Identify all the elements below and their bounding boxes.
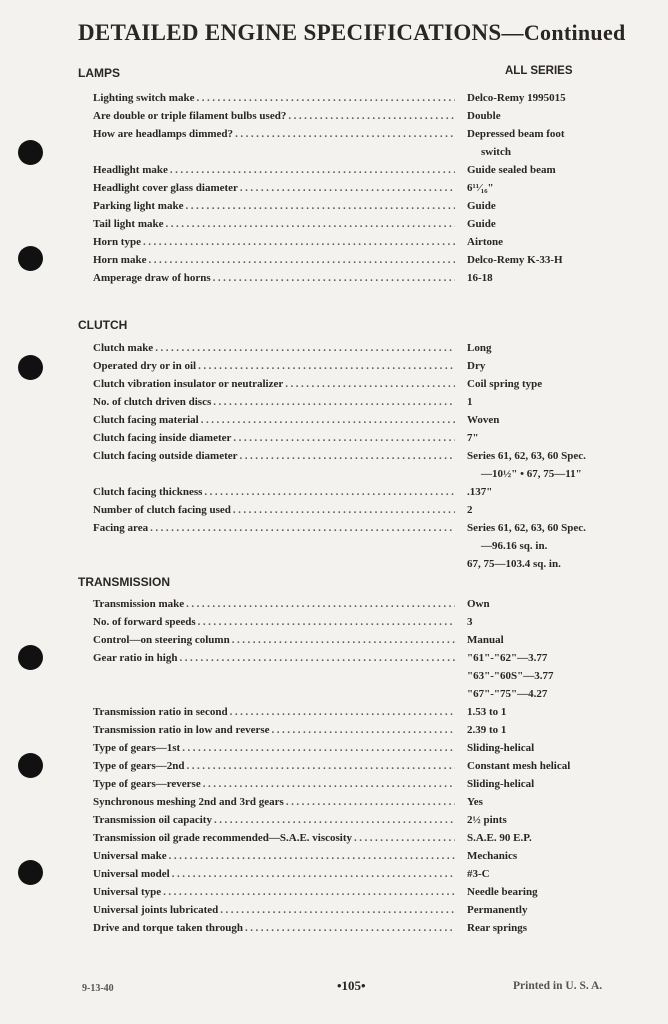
dot-leader	[199, 411, 455, 429]
spec-value-line: #3-C	[467, 868, 490, 880]
spec-value	[455, 375, 542, 393]
spec-value-line: Dry	[467, 360, 486, 372]
spec-value	[455, 429, 479, 447]
spec-label: Headlight make	[93, 164, 168, 176]
spec-label-cell	[93, 447, 455, 483]
spec-value-line: Guide sealed beam	[467, 164, 556, 176]
spec-value	[455, 197, 496, 215]
spec-row	[93, 125, 653, 161]
spec-row	[93, 649, 653, 703]
spec-label: Number of clutch facing used	[93, 504, 231, 516]
dot-leader	[231, 501, 455, 519]
punch-hole	[18, 753, 43, 778]
spec-value	[455, 721, 506, 739]
spec-value	[455, 411, 499, 429]
spec-label: Universal model	[93, 868, 170, 880]
dot-leader	[146, 251, 455, 269]
spec-value-line: 2.39 to 1	[467, 724, 507, 736]
dot-leader	[238, 447, 455, 483]
spec-value-line: Guide	[467, 218, 496, 230]
footer-date: 9-13-40	[82, 983, 114, 994]
lamps-spec-list	[93, 89, 653, 287]
spec-value-line: Sliding-helical	[467, 742, 535, 754]
spec-row	[93, 233, 653, 251]
spec-value	[455, 901, 527, 919]
section-heading-clutch: CLUTCH	[78, 318, 128, 332]
dot-leader	[286, 107, 455, 125]
spec-value	[455, 595, 490, 613]
punch-hole	[18, 246, 43, 271]
dot-leader	[167, 847, 455, 865]
title-text: DETAILED ENGINE SPECIFICATIONS	[78, 20, 502, 45]
spec-value	[455, 847, 517, 865]
spec-label: Parking light make	[93, 200, 184, 212]
spec-label: Type of gears—2nd	[93, 760, 185, 772]
clutch-spec-list	[93, 339, 653, 573]
spec-label-cell	[93, 721, 455, 739]
spec-row	[93, 501, 653, 519]
dot-leader	[177, 649, 455, 703]
spec-row	[93, 411, 653, 429]
spec-value-line: Permanently	[467, 904, 528, 916]
spec-row	[93, 721, 653, 739]
spec-row	[93, 197, 653, 215]
spec-value	[455, 357, 485, 375]
spec-value-line: 16-18	[467, 272, 493, 284]
spec-value-line: Needle bearing	[467, 886, 538, 898]
dot-leader	[202, 483, 455, 501]
dot-leader	[212, 811, 455, 829]
dot-leader	[211, 393, 455, 411]
spec-label: Type of gears—1st	[93, 742, 181, 754]
dot-leader	[243, 919, 455, 937]
spec-value-line: "67"-"75"—4.27	[467, 688, 548, 700]
spec-label: Transmission oil capacity	[93, 814, 212, 826]
spec-label: Type of gears—reverse	[93, 778, 201, 790]
spec-label-cell	[93, 125, 455, 161]
spec-row	[93, 161, 653, 179]
spec-value-line: 7"	[467, 432, 479, 444]
spec-value-line: Series 61, 62, 63, 60 Spec.	[467, 450, 586, 462]
spec-value	[455, 107, 501, 125]
spec-value-line: Series 61, 62, 63, 60 Spec.	[467, 522, 586, 534]
spec-label: Transmission ratio in second	[93, 706, 228, 718]
spec-label: Gear ratio in high	[93, 652, 178, 664]
dot-leader	[148, 519, 455, 573]
spec-label-cell	[93, 429, 455, 447]
punch-hole	[18, 355, 43, 380]
spec-label-cell	[93, 393, 455, 411]
spec-value	[455, 483, 492, 501]
spec-value-line: Airtone	[467, 236, 504, 248]
spec-row	[93, 107, 653, 125]
spec-label: Amperage draw of horns	[93, 272, 211, 284]
spec-row	[93, 339, 653, 357]
spec-label: Transmission oil grade recommended—S.A.E. viscosity	[93, 832, 353, 844]
spec-label: Clutch facing thickness	[93, 486, 203, 498]
spec-row	[93, 375, 653, 393]
dot-leader	[180, 739, 455, 757]
spec-row	[93, 215, 653, 233]
spec-value	[455, 161, 556, 179]
spec-value-line: Long	[467, 342, 492, 354]
spec-row	[93, 793, 653, 811]
spec-value	[455, 269, 493, 287]
dot-leader	[284, 793, 455, 811]
spec-value	[455, 233, 503, 251]
dot-leader	[283, 375, 455, 393]
spec-label: Facing area	[93, 522, 149, 534]
spec-label: Universal type	[93, 886, 162, 898]
spec-label-cell	[93, 269, 455, 287]
dot-leader	[218, 901, 455, 919]
spec-value-line: Yes	[467, 796, 483, 808]
spec-value	[455, 883, 538, 901]
spec-value-line: switch	[481, 146, 511, 158]
spec-value	[455, 739, 534, 757]
spec-label-cell	[93, 793, 455, 811]
title-suffix: —Continued	[501, 20, 626, 45]
spec-value	[455, 793, 483, 811]
spec-label-cell	[93, 375, 455, 393]
spec-label: Horn type	[93, 236, 141, 248]
spec-label-cell	[93, 901, 455, 919]
section-heading-lamps: LAMPS	[78, 66, 120, 80]
spec-value-line: 1	[467, 396, 473, 408]
spec-row	[93, 775, 653, 793]
spec-row	[93, 595, 653, 613]
dot-leader	[164, 215, 456, 233]
punch-hole	[18, 140, 43, 165]
spec-value	[455, 613, 473, 631]
spec-value-line: Delco-Remy K-33-H	[467, 254, 563, 266]
punch-hole	[18, 645, 43, 670]
dot-leader	[184, 595, 455, 613]
spec-label: Clutch vibration insulator or neutralizer	[93, 378, 284, 390]
spec-value-line: Depressed beam foot	[467, 128, 565, 140]
spec-label-cell	[93, 161, 455, 179]
dot-leader	[184, 757, 455, 775]
series-header: ALL SERIES	[505, 65, 573, 77]
dot-leader	[228, 703, 455, 721]
spec-label-cell	[93, 829, 455, 847]
spec-label: Clutch facing material	[93, 414, 199, 426]
spec-value-line: Woven	[467, 414, 500, 426]
spec-label-cell	[93, 89, 455, 107]
spec-row	[93, 613, 653, 631]
spec-row	[93, 357, 653, 375]
spec-label-cell	[93, 357, 455, 375]
spec-row	[93, 631, 653, 649]
spec-value	[455, 447, 586, 483]
spec-value-line: —96.16 sq. in.	[481, 540, 548, 552]
dot-leader	[201, 775, 455, 793]
dot-leader	[168, 161, 455, 179]
spec-row	[93, 703, 653, 721]
spec-row	[93, 847, 653, 865]
spec-value	[455, 89, 566, 107]
spec-value-line: Own	[467, 598, 490, 610]
spec-label-cell	[93, 501, 455, 519]
punch-hole	[18, 860, 43, 885]
footer-printed: Printed in U. S. A.	[513, 980, 603, 992]
spec-label: Operated dry or in oil	[93, 360, 197, 372]
spec-label: Synchronous meshing 2nd and 3rd gears	[93, 796, 284, 808]
transmission-spec-list	[93, 595, 653, 937]
spec-value-line: Mechanics	[467, 850, 518, 862]
spec-label: How are headlamps dimmed?	[93, 128, 234, 140]
spec-value-line: 2	[467, 504, 473, 516]
spec-row	[93, 447, 653, 483]
spec-label-cell	[93, 339, 455, 357]
spec-value	[455, 501, 473, 519]
spec-label-cell	[93, 775, 455, 793]
spec-value-line: Manual	[467, 634, 504, 646]
spec-label: Lighting switch make	[93, 92, 195, 104]
spec-label: Control—on steering column	[93, 634, 230, 646]
spec-row	[93, 519, 653, 573]
spec-label-cell	[93, 483, 455, 501]
dot-leader	[211, 269, 455, 287]
spec-label: Transmission ratio in low and reverse	[93, 724, 270, 736]
spec-value-line: Delco-Remy 1995015	[467, 92, 566, 104]
spec-value	[455, 703, 506, 721]
dot-leader	[170, 865, 455, 883]
spec-row	[93, 393, 653, 411]
spec-label-cell	[93, 847, 455, 865]
spec-value-line: Sliding-helical	[467, 778, 535, 790]
spec-row	[93, 901, 653, 919]
spec-label-cell	[93, 739, 455, 757]
spec-value-line: 6¹¹⁄₁₆"	[467, 182, 494, 194]
spec-value	[455, 631, 504, 649]
dot-leader	[141, 233, 455, 251]
spec-value-line: Guide	[467, 200, 496, 212]
spec-row	[93, 757, 653, 775]
spec-value-line: S.A.E. 90 E.P.	[467, 832, 532, 844]
spec-value	[455, 393, 473, 411]
spec-label-cell	[93, 519, 455, 573]
spec-label-cell	[93, 179, 455, 197]
page-title	[78, 20, 626, 46]
spec-value-line: "63"-"60S"—3.77	[467, 670, 554, 682]
spec-value-line: "61"-"62"—3.77	[467, 652, 548, 664]
spec-label-cell	[93, 631, 455, 649]
spec-label: Tail light make	[93, 218, 164, 230]
spec-value	[455, 179, 494, 197]
spec-value	[455, 649, 553, 703]
spec-label: Horn make	[93, 254, 147, 266]
spec-row	[93, 919, 653, 937]
spec-value-line: Constant mesh helical	[467, 760, 571, 772]
spec-value	[455, 125, 565, 161]
spec-value	[455, 757, 570, 775]
spec-label: Headlight cover glass diameter	[93, 182, 238, 194]
page-number: •105•	[337, 978, 366, 993]
spec-label: Universal make	[93, 850, 167, 862]
spec-label-cell	[93, 595, 455, 613]
dot-leader	[161, 883, 455, 901]
spec-row	[93, 829, 653, 847]
dot-leader	[196, 357, 455, 375]
spec-value	[455, 865, 490, 883]
spec-value	[455, 775, 534, 793]
spec-row	[93, 883, 653, 901]
spec-label-cell	[93, 107, 455, 125]
dot-leader	[196, 613, 455, 631]
spec-label-cell	[93, 811, 455, 829]
spec-row	[93, 251, 653, 269]
spec-value	[455, 339, 491, 357]
spec-label-cell	[93, 411, 455, 429]
dot-leader	[194, 89, 455, 107]
spec-row	[93, 865, 653, 883]
spec-label-cell	[93, 233, 455, 251]
dot-leader	[233, 125, 455, 161]
spec-label-cell	[93, 197, 455, 215]
dot-leader	[352, 829, 455, 847]
dot-leader	[270, 721, 455, 739]
dot-leader	[183, 197, 455, 215]
spec-row	[93, 429, 653, 447]
spec-row	[93, 483, 653, 501]
spec-value	[455, 251, 563, 269]
spec-row	[93, 89, 653, 107]
spec-value	[455, 829, 532, 847]
spec-value-line: Coil spring type	[467, 378, 543, 390]
spec-value	[455, 215, 496, 233]
spec-label: Clutch facing inside diameter	[93, 432, 232, 444]
dot-leader	[231, 429, 455, 447]
spec-label-cell	[93, 865, 455, 883]
spec-value-line: .137"	[467, 486, 493, 498]
spec-label: Transmission make	[93, 598, 185, 610]
spec-label-cell	[93, 251, 455, 269]
spec-label-cell	[93, 883, 455, 901]
spec-value	[455, 519, 586, 573]
spec-label: Clutch make	[93, 342, 154, 354]
spec-label: Clutch facing outside diameter	[93, 450, 238, 462]
spec-value-line: 2½ pints	[467, 814, 507, 826]
spec-label-cell	[93, 215, 455, 233]
spec-label: Are double or triple filament bulbs used?	[93, 110, 287, 122]
spec-label: No. of forward speeds	[93, 616, 196, 628]
spec-row	[93, 179, 653, 197]
spec-row	[93, 739, 653, 757]
spec-value-line: 1.53 to 1	[467, 706, 507, 718]
spec-label-cell	[93, 757, 455, 775]
spec-value-line: Double	[467, 110, 501, 122]
section-heading-transmission: TRANSMISSION	[78, 575, 171, 589]
dot-leader	[153, 339, 455, 357]
spec-value-line: Rear springs	[467, 922, 527, 934]
spec-value-line: 3	[467, 616, 473, 628]
spec-label: Universal joints lubricated	[93, 904, 219, 916]
spec-label: No. of clutch driven discs	[93, 396, 212, 408]
spec-value-line: 67, 75—103.4 sq. in.	[467, 558, 561, 570]
spec-value	[455, 811, 507, 829]
dot-leader	[238, 179, 455, 197]
spec-label-cell	[93, 649, 455, 703]
spec-row	[93, 811, 653, 829]
spec-label-cell	[93, 703, 455, 721]
spec-label-cell	[93, 919, 455, 937]
spec-value	[455, 919, 527, 937]
spec-label-cell	[93, 613, 455, 631]
spec-value-line: —10½" • 67, 75—11"	[481, 468, 582, 480]
dot-leader	[230, 631, 455, 649]
spec-label: Drive and torque taken through	[93, 922, 243, 934]
spec-row	[93, 269, 653, 287]
